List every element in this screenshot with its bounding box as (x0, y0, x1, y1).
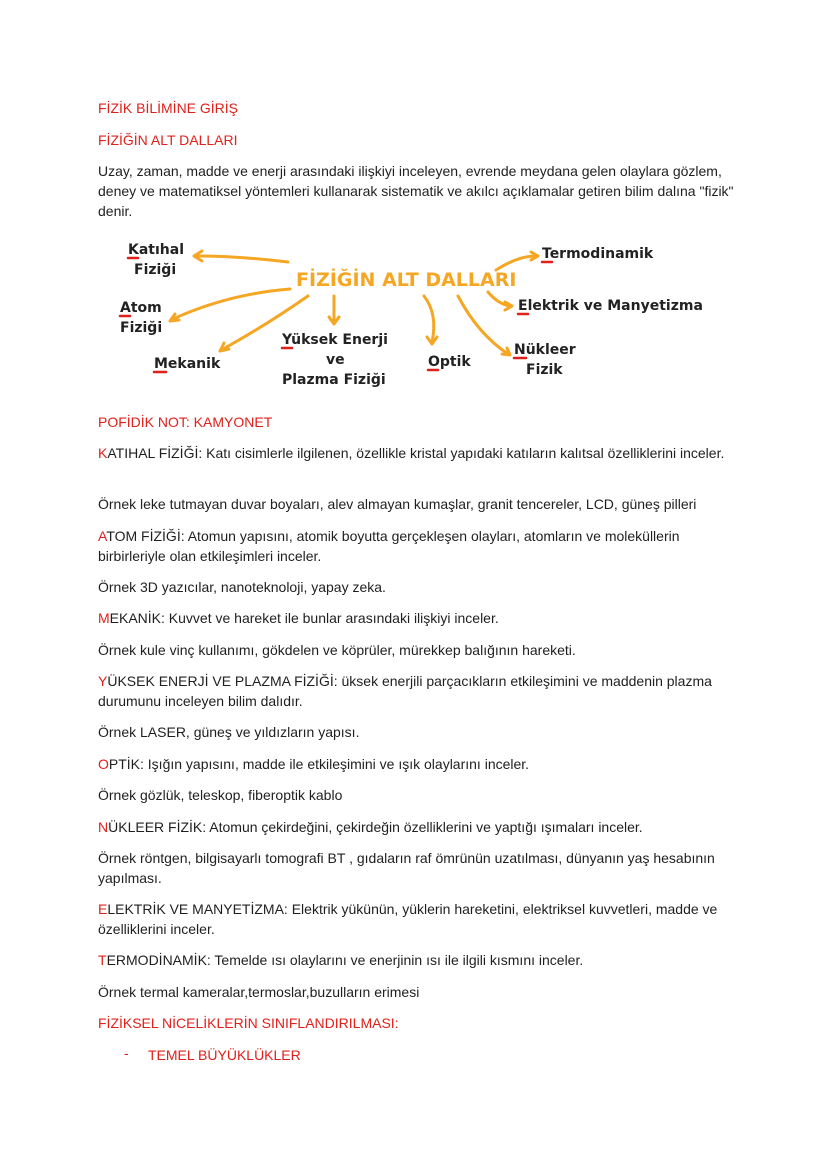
nukleer-definition (98, 817, 738, 837)
node-katihal-line1: Katıhal (128, 242, 184, 258)
termo-example: Örnek termal kameralar,termoslar,buzulların erimesi (98, 984, 420, 1000)
katihal-definition (98, 443, 738, 463)
mnemonic-note: POFİDİK NOT: KAMYONET (98, 414, 273, 430)
elektrik-initial: E (98, 901, 108, 917)
katihal-example: Örnek leke tutmayan duvar boyaları, alev almayan kumaşlar, granit tencereler, LCD, güneş pilleri (98, 496, 697, 512)
arrow-termo (496, 256, 536, 270)
arrow-optik (424, 296, 434, 342)
optik-initial: O (98, 756, 109, 772)
yuksek-example: Örnek LASER, güneş ve yıldızların yapısı. (98, 724, 360, 740)
termo-initial: T (98, 952, 107, 968)
mindmap-diagram (98, 234, 738, 396)
arrow-katihal (198, 256, 288, 262)
katihal-initial: K (98, 445, 108, 461)
section-subtitle: FİZİĞİN ALT DALLARI (98, 132, 238, 148)
mekanik-definition (98, 608, 738, 628)
mindmap-center-label: FİZİĞİN ALT DALLARI (296, 269, 517, 291)
nukleer-example: Örnek röntgen, bilgisayarlı tomografi BT , gıdaların raf ömrünün uzatılması, dünyanın yaş hesabının yapılması. (98, 850, 715, 886)
bullet-item-temel: TEMEL BÜYÜKLÜKLER (148, 1047, 301, 1063)
termo-text: ERMODİNAMİK: Temelde ısı olaylarını ve enerjinin ısı ile ilgili kısmını inceler. (106, 952, 584, 968)
intro-paragraph: Uzay, zaman, madde ve enerji arasındaki ilişkiyi inceleyen, evrende meydana gelen olaylara gözlem, deney ve matematiksel yöntemleri kullanarak sistematik ve akılcı açıklamalar getiren bilim dalına "fizik" denir. (98, 163, 734, 219)
node-optik: Optik (428, 354, 471, 370)
elektrik-text: LEKTRİK VE MANYETİZMA: Elektrik yükünün, yüklerin hareketini, elektriksel kuvvetleri, madde ve özelliklerini inceler. (98, 901, 718, 937)
arrow-nukleer (458, 296, 508, 354)
nukleer-initial: N (98, 819, 109, 835)
mekanik-example: Örnek kule vinç kullanımı, gökdelen ve köprüler, mürekkep balığının hareketi. (98, 642, 576, 658)
elektrik-definition (98, 899, 738, 939)
mekanik-initial: M (98, 610, 110, 626)
node-yuksek-line3: Plazma Fiziği (282, 372, 386, 388)
node-mekanik: Mekanik (154, 356, 221, 372)
node-atom-line1: Atom (120, 300, 162, 316)
atom-example: Örnek 3D yazıcılar, nanoteknoloji, yapay zeka. (98, 579, 386, 595)
classification-heading: FİZİKSEL NİCELİKLERİN SINIFLANDIRILMASI: (98, 1015, 399, 1031)
mekanik-text: EKANİK: Kuvvet ve hareket ile bunlar arasındaki ilişkiyi inceler. (109, 610, 499, 626)
atom-initial: A (98, 528, 107, 544)
node-elektrik: Elektrik ve Manyetizma (518, 298, 703, 314)
node-termo: Termodinamik (542, 246, 654, 262)
node-katihal-line2: Fiziği (134, 262, 177, 278)
node-yuksek-line2: ve (326, 352, 345, 368)
yuksek-text: ÜKSEK ENERJİ VE PLAZMA FİZİĞİ: üksek enerjili parçacıkların etkileşimini ve maddenin plazma durumunu inceleyen bilim dalıdır. (98, 673, 712, 709)
optik-example: Örnek gözlük, teleskop, fiberoptik kablo (98, 787, 343, 803)
node-yuksek-line1: Yüksek Enerji (282, 332, 388, 348)
katihal-text: ATIHAL FİZİĞİ: Katı cisimlerle ilgilenen, özellikle kristal yapıdaki katıların kalıtsal özelliklerini inceler. (107, 445, 725, 461)
atom-text: TOM FİZİĞİ: Atomun yapısını, atomik boyutta gerçekleşen olayları, atomların ve moleküllerin birbirleriyle olan etkileşimleri inceler. (98, 528, 680, 564)
optik-text: PTİK: Işığın yapısını, madde ile etkileşimini ve ışık olaylarını inceler. (108, 756, 530, 772)
nukleer-text: ÜKLEER FİZİK: Atomun çekirdeğini, çekirdeğin özelliklerini ve yaptığı ışımaları inceler. (108, 819, 643, 835)
yuksek-initial: Y (98, 673, 108, 689)
arrow-atom (173, 289, 290, 319)
node-nukleer-line2: Fizik (526, 362, 563, 378)
termo-definition (98, 950, 738, 970)
document-title: FİZİK BİLİMİNE GİRİŞ (98, 100, 239, 116)
node-nukleer-line1: Nükleer (514, 342, 576, 358)
bullet-dash: - (124, 1045, 129, 1061)
node-atom-line2: Fiziği (120, 320, 163, 336)
atom-definition (98, 526, 738, 566)
optik-definition (98, 754, 738, 774)
yuksek-definition (98, 671, 738, 711)
